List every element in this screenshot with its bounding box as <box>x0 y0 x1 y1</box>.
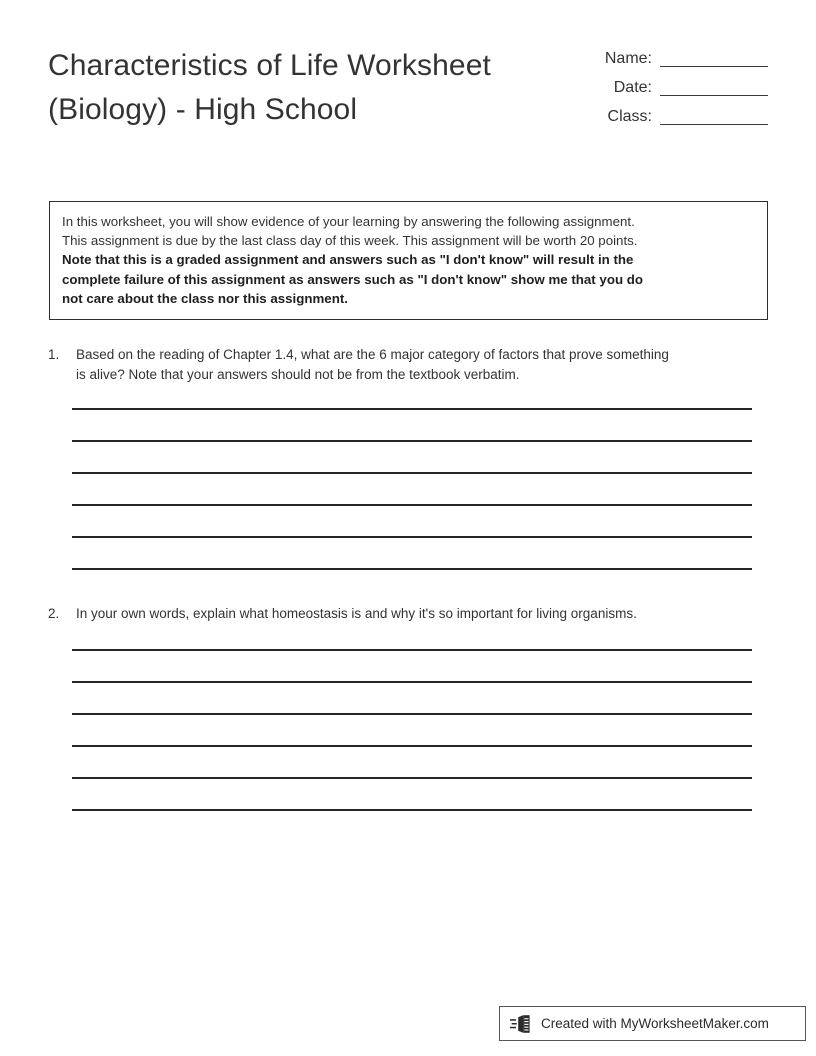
question-2-number: 2. <box>48 606 60 621</box>
answer-line[interactable] <box>72 713 752 745</box>
instructions-bold-line-1: Note that this is a graded assignment and answers such as "I don't know" will result in the <box>62 252 634 268</box>
question-1-text <box>76 345 768 385</box>
class-field-row <box>605 108 768 126</box>
answer-line[interactable] <box>72 681 752 713</box>
answer-line[interactable] <box>72 504 752 536</box>
answer-line[interactable] <box>72 649 752 681</box>
question-1-text-line-1: Based on the reading of Chapter 1.4, what are the 6 major category of factors that prove something <box>76 347 669 362</box>
answer-line[interactable] <box>72 472 752 504</box>
date-field-input[interactable] <box>660 95 768 96</box>
question-1-number: 1. <box>48 347 60 362</box>
question-2-text <box>76 604 768 624</box>
instructions-line-2: This assignment is due by the last class day of this week. This assignment will be worth 20 points. <box>62 233 638 249</box>
page-title-line-2: (Biology) - High School <box>48 93 358 126</box>
question-2-head <box>48 604 768 624</box>
question-2 <box>48 604 768 624</box>
instructions-line-1: In this worksheet, you will show evidence of your learning by answering the following assignment. <box>62 214 635 229</box>
question-1-head <box>48 345 768 385</box>
question-2-text-line-1: In your own words, explain what homeostasis is and why it's so important for living organisms. <box>76 606 637 621</box>
name-field-input[interactable] <box>660 66 768 67</box>
page-title-line-1: Characteristics of Life Worksheet <box>48 49 491 82</box>
answer-line[interactable] <box>72 568 752 600</box>
answer-line[interactable] <box>72 536 752 568</box>
worksheet-maker-logo-icon <box>510 1014 536 1034</box>
class-field-input[interactable] <box>660 124 768 125</box>
question-2-answer-area[interactable] <box>72 649 752 841</box>
answer-line[interactable] <box>72 777 752 809</box>
date-field-label: Date: <box>613 79 652 96</box>
date-field-row <box>605 79 768 97</box>
page-title <box>48 40 491 132</box>
question-1 <box>48 345 768 385</box>
created-with-badge[interactable] <box>499 1006 806 1041</box>
answer-line[interactable] <box>72 408 752 440</box>
name-field-label: Name: <box>604 50 652 67</box>
answer-line[interactable] <box>72 745 752 777</box>
instructions-bold-line-2: complete failure of this assignment as answers such as "I don't know" show me that you do <box>62 271 644 287</box>
instructions-box <box>49 201 768 320</box>
worksheet-header <box>48 40 768 132</box>
instructions-bold-line-3: not care about the class nor this assignment. <box>62 290 348 306</box>
question-1-text-line-2: is alive? Note that your answers should not be from the textbook verbatim. <box>76 367 520 382</box>
answer-line[interactable] <box>72 809 752 841</box>
answer-line[interactable] <box>72 440 752 472</box>
student-info-fields <box>605 50 768 126</box>
question-1-answer-area[interactable] <box>72 408 752 600</box>
class-field-label: Class: <box>607 108 652 125</box>
created-with-badge-label: Created with MyWorksheetMaker.com <box>541 1015 769 1031</box>
name-field-row <box>605 50 768 68</box>
